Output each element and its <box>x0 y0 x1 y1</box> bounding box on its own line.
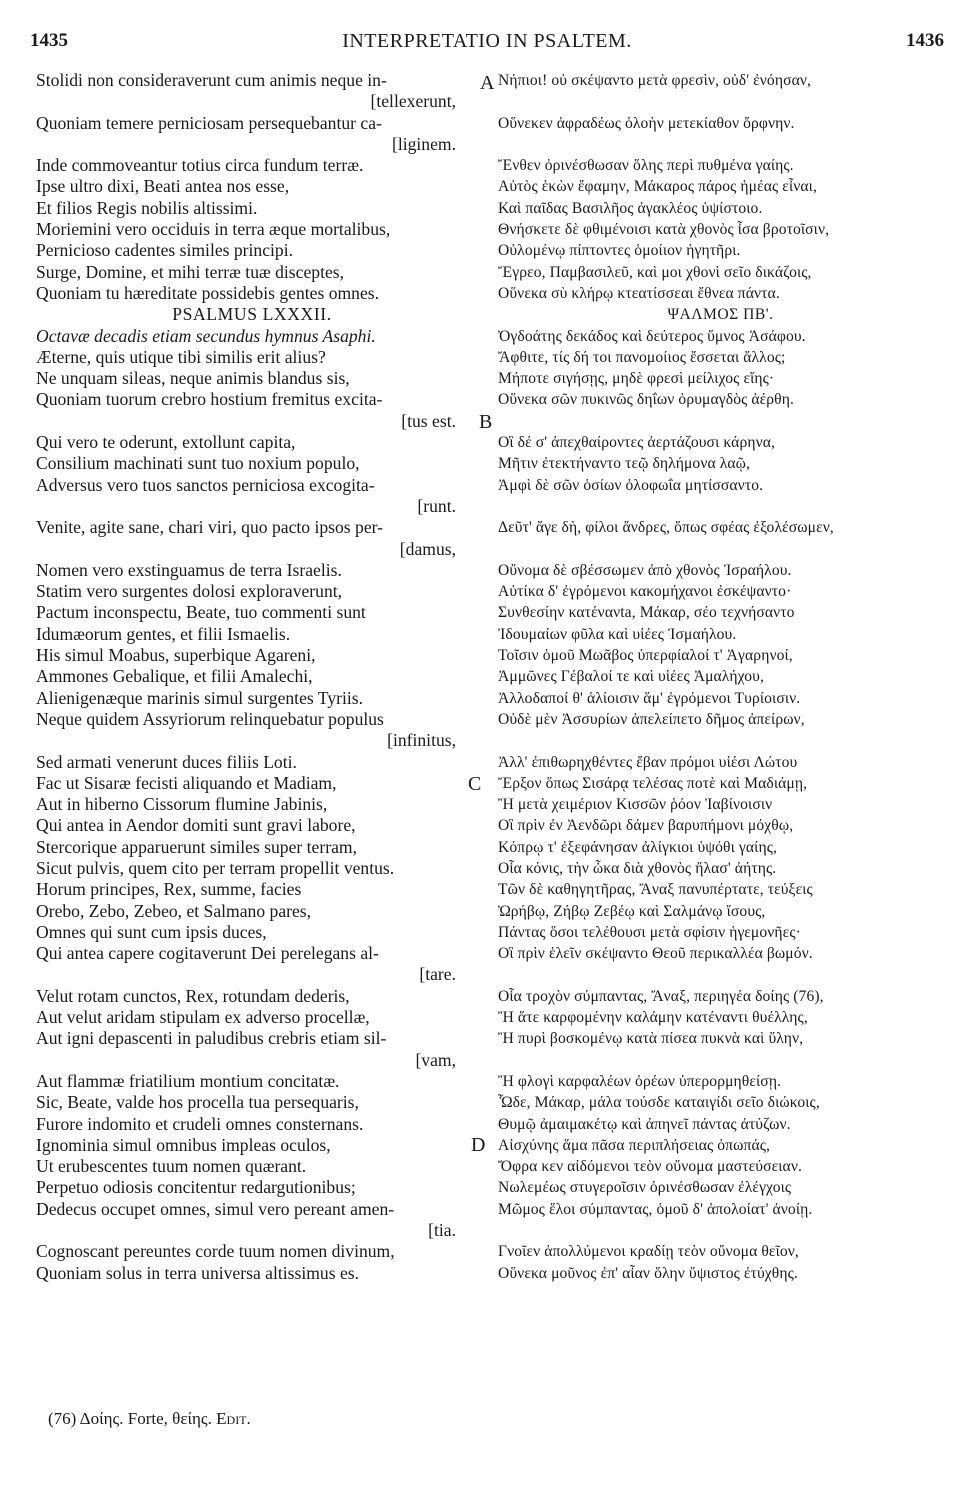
latin-line: [runt. <box>417 495 456 516</box>
greek-line: ΨΑΛΜΟΣ ΠΒ'. <box>667 306 774 324</box>
latin-line: Ammones Gebalique, et filii Amalechi, <box>36 666 313 687</box>
greek-line: Ἢ πυρὶ βοσκομένῳ κατὰ πίσεα πυκνὰ καὶ ὕλην, <box>498 1030 804 1048</box>
latin-line: [tellexerunt, <box>370 91 456 112</box>
greek-line: Τοῖσιν ὁμοῦ Μωᾶβος ὑπερφίαλοί τ' Ἀγαρηνοί, <box>498 647 793 665</box>
greek-line: Ἀμμῶνες Γέβαλοί τε καὶ υἱέες Ἀμαλήχου, <box>498 668 764 686</box>
greek-line: Ἔγρεο, Παμβασιλεῦ, καὶ μοι χθονὶ σεῖο δικάζοις, <box>498 263 812 281</box>
greek-line: Θνήσκετε δὲ φθιμένοισι κατὰ χθονὸς ἶσα βροτοῖσιν, <box>498 221 830 239</box>
latin-line: Stolidi non consideraverunt cum animis neque in- <box>36 70 387 90</box>
latin-line: Octavæ decadis etiam secundus hymnus Asaphi. <box>36 325 376 346</box>
greek-line: Οὕνεκεν ἀφραδέως ὀλοὴν μετεκίαθον ὄρφνην. <box>498 114 795 132</box>
latin-line: Quoniam temere perniciosam persequebantur ca- <box>36 112 382 133</box>
margin-marker-b: B <box>479 411 493 433</box>
greek-line: Οἳ πρὶν ἐν Ἀενδῶρι δάμεν βαρυπήμονι μόχθῳ, <box>498 817 794 835</box>
greek-line: Ἀμφὶ δὲ σῶν ὁσίων ὀλοφωΐα μητίσσαντο. <box>498 476 764 494</box>
page-header <box>30 30 944 60</box>
greek-line: Τῶν δὲ καθηγητῆρας, Ἄναξ πανυπέρτατε, τεύξεις <box>498 881 813 899</box>
latin-line: [vam, <box>415 1049 456 1070</box>
latin-line: Cognoscant pereuntes corde tuum nomen divinum, <box>36 1241 395 1262</box>
greek-line: Ἰδουμαίων φῦλα καὶ υἱέες Ἰσμαήλου. <box>498 625 737 643</box>
greek-line: Μῆτιν ἐτεκτήναντο τεῷ δηλήμονα λαῷ, <box>498 455 751 473</box>
latin-line: Adversus vero tuos sanctos perniciosa excogita- <box>36 474 375 495</box>
greek-line: Δεῦτ' ἄγε δὴ, φίλοι ἄνδρες, ὅπως σφέας ἐξολέσωμεν, <box>498 519 834 537</box>
footnote <box>48 1409 251 1429</box>
footnote-text: Forte, <box>127 1409 168 1428</box>
page-number-right: 1436 <box>906 30 944 51</box>
latin-line: Aut in hiberno Cissorum flumine Jabinis, <box>36 794 328 815</box>
greek-line: Ὠρήβῳ, Ζήβῳ Ζεβέῳ καὶ Σαλμάνῳ ἴσους, <box>498 902 766 920</box>
latin-line: Furore indomito et crudeli omnes consternans. <box>36 1113 364 1134</box>
margin-marker-a: A <box>480 72 495 94</box>
latin-line: Sicut pulvis, quem cito per terram propellit ventus. <box>36 857 395 878</box>
margin-marker-d: D <box>471 1134 486 1156</box>
greek-line: Μήποτε σιγήσῃς, μηδὲ φρεσὶ μείλιχος εἴης· <box>498 370 775 388</box>
latin-line: Alienigenæque marinis simul surgentes Tyriis. <box>36 687 363 708</box>
latin-line: Et filios Regis nobilis altissimi. <box>36 197 258 218</box>
greek-line: Κόπρῳ τ' ἐξεφάνησαν ἀλίγκιοι ὑψόθι γαίης, <box>498 838 777 856</box>
greek-line: Οἳ δέ σ' ἀπεχθαίροντες ἀερτάζουσι κάρηνα, <box>498 434 776 452</box>
latin-line: Sic, Beate, valde hos procella tua persequaris, <box>36 1092 359 1113</box>
greek-line: Οὐλομένῳ πίπτοντες ὁμοίιον ἡγητῆρι. <box>498 242 741 260</box>
latin-line: Orebo, Zebo, Zebeo, et Salmano pares, <box>36 900 312 921</box>
latin-line: [liginem. <box>391 133 456 154</box>
latin-line: Æterne, quis utique tibi similis erit alius? <box>36 346 326 367</box>
latin-line: Quoniam tu hæreditate possidebis gentes omnes. <box>36 282 380 303</box>
greek-column <box>498 70 943 1284</box>
latin-line: Aut velut aridam stipulam ex adverso procellæ, <box>36 1007 370 1028</box>
greek-line: Νωλεμέως στυγεροῖσιν ὀρινέσθωσαν ἐλέγχοις <box>498 1179 792 1197</box>
latin-line: Stercorique apparuerunt similes super terram, <box>36 836 357 857</box>
latin-line: Dedecus occupet omnes, simul vero pereant amen- <box>36 1198 395 1219</box>
latin-line: Aut igni depascenti in paludibus crebris etiam sil- <box>36 1028 387 1049</box>
greek-line: Οἷα κόνις, τὴν ὦκα διὰ χθονὸς ἤλασ' ἀήτης. <box>498 859 777 877</box>
greek-line: Οἷα τροχὸν σύμπαντας, Ἄναξ, περιηγέα δοίης (76), <box>498 987 824 1005</box>
greek-line: Ὧδε, Μάκαρ, μάλα τούσδε καταιγίδι σεῖο διώκοις, <box>498 1094 820 1112</box>
greek-line <box>498 964 943 985</box>
page-number-left: 1435 <box>30 30 68 51</box>
latin-line: PSALMUS LXXXII. <box>172 304 332 325</box>
page-title: INTERPRETATIO IN PSALTEM. <box>342 30 632 52</box>
latin-line: Qui vero te oderunt, extollunt capita, <box>36 432 296 453</box>
latin-line: Nomen vero exstinguamus de terra Israelis. <box>36 559 342 580</box>
latin-line: Quoniam solus in terra universa altissimus es. <box>36 1262 359 1283</box>
footnote-alt: θείης. <box>172 1409 212 1428</box>
greek-line <box>498 539 943 560</box>
latin-line: Inde commoveantur totius circa fundum terræ. <box>36 155 364 176</box>
greek-line: Καὶ παῖδας Βασιλῆος ἀγακλέος ὑψίστοιο. <box>498 199 763 217</box>
latin-line: Neque quidem Assyriorum relinquebatur populus <box>36 708 384 729</box>
greek-line <box>498 91 943 112</box>
greek-line <box>498 496 943 517</box>
latin-line: Ipse ultro dixi, Beati antea nos esse, <box>36 176 290 197</box>
greek-line: Ἢ μετὰ χειμέριον Κισσῶν ῥόον Ἰαβίνοισιν <box>498 796 773 814</box>
greek-line: Οὔνομα δὲ σβέσσωμεν ἀπὸ χθονὸς Ἰσραήλου. <box>498 561 792 579</box>
footnote-word: Δοίης. <box>79 1409 124 1428</box>
latin-line: [infinitus, <box>387 730 456 751</box>
latin-line: Consilium machinati sunt tuo noxium populo, <box>36 453 360 474</box>
latin-line: Idumæorum gentes, et filii Ismaelis. <box>36 623 291 644</box>
margin-marker-c: C <box>468 773 482 795</box>
greek-line: Ὄφρα κεν αἰδόμενοι τεὸν οὔνομα μαστεύσειαν. <box>498 1158 802 1176</box>
latin-line: Ut erubescentes tuum nomen quærant. <box>36 1156 307 1177</box>
greek-line <box>498 1050 943 1071</box>
greek-line: Αἰσχύνης ἅμα πᾶσα περιπλήσειας ὀπωπάς, <box>498 1136 770 1154</box>
greek-line: Νήπιοι! οὐ σκέψαντο μετὰ φρεσὶν, οὐδ' ἐνόησαν, <box>498 72 812 89</box>
latin-line: Ignominia simul omnibus impleas oculos, <box>36 1134 331 1155</box>
latin-line: Ne unquam sileas, neque animis blandus sis, <box>36 368 350 389</box>
latin-line: Pernicioso cadentes similes principi. <box>36 240 294 261</box>
greek-line: Ἢ ἅτε καρφομένην καλάμην κατέναντι θυέλλης, <box>498 1009 808 1027</box>
latin-line: Moriemini vero occiduis in terra æque mortalibus, <box>36 219 391 240</box>
greek-line: Ἄφθιτε, τίς δή τοι πανομοίιος ἔσσεται ἄλλος; <box>498 348 786 366</box>
latin-column <box>36 70 468 1284</box>
greek-line: Ἔρξον ὅπως Σισάρᾳ τελέσας ποτὲ καὶ Μαδιάμῃ, <box>498 774 808 792</box>
footnote-number: (76) <box>48 1409 77 1428</box>
greek-line: Αὐτὸς ἑκὼν ἔφαμην, Μάκαρος πάρος ἡμέας εἶναι, <box>498 178 817 196</box>
latin-line: Aut flammæ friatilium montium concitatæ. <box>36 1070 340 1091</box>
latin-line: Qui antea capere cogitaverunt Dei perelegans al- <box>36 943 379 964</box>
latin-line: [tia. <box>428 1220 456 1241</box>
greek-line: Οἳ πρὶν ἑλεῖν σκέψαντο Θεοῦ περικαλλέα βωμόν. <box>498 945 813 963</box>
greek-line <box>498 134 943 155</box>
greek-line: Ὀγδοάτης δεκάδος καὶ δεύτερος ὕμνος Ἀσάφου. <box>498 327 806 345</box>
greek-line: Οὕνεκα μοῦνος ἐπ' αἶαν ὅλην ὕψιστος ἐτύχθης. <box>498 1264 798 1282</box>
greek-line <box>498 730 943 751</box>
latin-line: Fac ut Sisaræ fecisti aliquando et Madiam, <box>36 772 337 793</box>
latin-line: [tus est. <box>401 410 456 431</box>
greek-line: Οὐδὲ μὲν Ἀσσυρίων ἀπελείπετο δῆμος ἀπείρων, <box>498 710 805 728</box>
latin-line: Omnes qui sunt cum ipsis duces, <box>36 921 267 942</box>
latin-line: Quoniam tuorum crebro hostium fremitus excita- <box>36 389 383 410</box>
greek-line: Αὐτίκα δ' ἐγρόμενοι κακομήχανοι ἐσκέψαντο· <box>498 583 792 601</box>
greek-line: Θυμῷ ἀμαιμακέτῳ καὶ ἀπηνεῖ πάντας ἀτύζων. <box>498 1115 791 1133</box>
greek-line: Οὕνεκα σῶν πυκινῶς δηΐων ὀρυμαγδὸς ἀέρθη. <box>498 391 794 409</box>
latin-line: Surge, Domine, et mihi terræ tuæ disceptes, <box>36 261 345 282</box>
greek-line <box>498 1220 943 1241</box>
latin-line: Pactum inconspectu, Beate, tuo commenti sunt <box>36 602 366 623</box>
greek-line: Οὕνεκα σὺ κλήρῳ κτεατίσσεαι ἔθνεα πάντα. <box>498 284 780 302</box>
latin-line: Statim vero surgentes dolosi exploraverunt, <box>36 581 343 602</box>
greek-line: Συνθεσίην κατένανta, Μάκαρ, σέο τεχνήσαντο <box>498 604 795 622</box>
greek-line: Ἢ φλογὶ καρφαλέων ὀρέων ὑπερορμηθείσῃ. <box>498 1072 782 1090</box>
latin-line: Horum principes, Rex, summe, facies <box>36 879 302 900</box>
greek-line: Ἀλλ' ἐπιθωρηχθέντες ἔβαν πρόμοι υἱέσι Λώτου <box>498 753 798 771</box>
latin-line: Perpetuo odiosis concitentur redargutionibus; <box>36 1177 356 1198</box>
greek-line: Μῶμος ἕλοι σύμπαντας, ὁμοῦ δ' ἀπολοίατ' ἀνοίῃ. <box>498 1200 813 1218</box>
latin-line: Velut rotam cunctos, Rex, rotundam dederis, <box>36 985 350 1006</box>
latin-line: Sed armati venerunt duces filiis Loti. <box>36 751 297 772</box>
latin-line: [tare. <box>419 964 456 985</box>
footnote-editor: Edit. <box>216 1409 251 1428</box>
greek-line: Πάντας ὅσοι τελέθουσι μετὰ σφίσιν ἡγεμονῆες· <box>498 923 801 941</box>
greek-line <box>498 411 943 432</box>
latin-line: Venite, agite sane, chari viri, quo pacto ipsos per- <box>36 517 384 538</box>
latin-line: [damus, <box>399 538 456 559</box>
latin-line: His simul Moabus, superbique Agareni, <box>36 645 316 666</box>
greek-line: Γνοῖεν ἀπολλύμενοι κραδίῃ τεὸν οὔνομα θεῖον, <box>498 1243 799 1261</box>
latin-line: Qui antea in Aendor domiti sunt gravi labore, <box>36 815 356 836</box>
greek-line: Ἔνθεν ὀρινέσθωσαν ὅλης περὶ πυθμένα γαίης. <box>498 157 794 175</box>
greek-line: Ἀλλοδαποί θ' ἁλίοισιν ἅμ' ἐγρόμενοι Τυρίοισιν. <box>498 689 801 707</box>
